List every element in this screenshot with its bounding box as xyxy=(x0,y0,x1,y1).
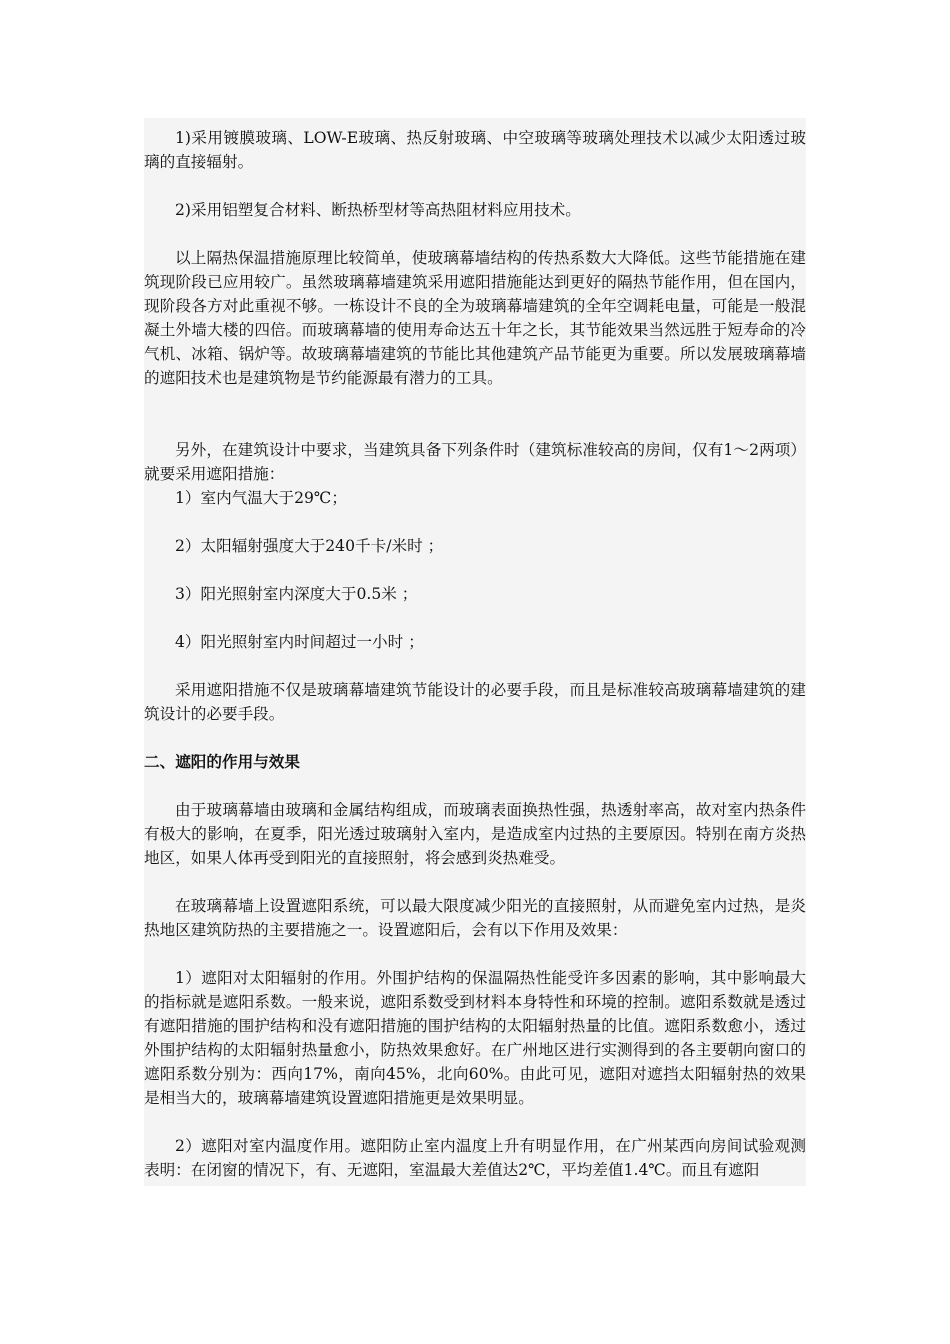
paragraph-solar-radiation-effect: 1）遮阳对太阳辐射的作用。外围护结构的保温隔热性能受许多因素的影响，其中影响最大的指标就是遮阳系数。一般来说，遮阳系数受到材料本身特性和环境的控制。遮阳系数就是透过有遮阳措施的围护结构和没有遮阳措施的围护结构的太阳辐射热量的比值。遮阳系数愈小，透过外围护结构的太阳辐射热量愈小，防热效果愈好。在广州地区进行实测得到的各主要朝向窗口的遮阳系数分别为：西向17%，南向45%，北向60%。由此可见，遮阳对遮挡太阳辐射热的效果是相当大的，玻璃幕墙建筑设置遮阳措施更是效果明显。 xyxy=(144,969,806,1107)
paragraph-shading-necessity: 采用遮阳措施不仅是玻璃幕墙建筑节能设计的必要手段，而且是标准较高玻璃幕墙建筑的建筑设计的必要手段。 xyxy=(144,681,806,723)
paragraph-glass-curtain-heat: 由于玻璃幕墙由玻璃和金属结构组成，而玻璃表面换热性强，热透射率高，故对室内热条件有极大的影响，在夏季，阳光透过玻璃射入室内，是造成室内过热的主要原因。特别在南方炎热地区，如果人体再受到阳光的直接照射，将会感到炎热难受。 xyxy=(144,801,806,867)
document-body xyxy=(144,118,806,1186)
paragraph-shading-requirements: 另外，在建筑设计中要求，当建筑具备下列条件时（建筑标准较高的房间，仅有1～2两项）就要采用遮阳措施： xyxy=(144,441,806,483)
paragraph-thermal-materials: 2)采用铝塑复合材料、断热桥型材等高热阻材料应用技术。 xyxy=(175,201,581,219)
list-item-condition-3: 3）阳光照射室内深度大于0.5米 ； xyxy=(175,585,418,603)
paragraph-shading-system: 在玻璃幕墙上设置遮阳系统，可以最大限度减少阳光的直接照射，从而避免室内过热，是炎热地区建筑防热的主要措施之一。设置遮阳后，会有以下作用及效果： xyxy=(144,897,806,939)
paragraph-energy-saving: 以上隔热保温措施原理比较简单，使玻璃幕墙结构的传热系数大大降低。这些节能措施在建筑现阶段已应用较广。虽然玻璃幕墙建筑采用遮阳措施能达到更好的隔热节能作用，但在国内，现阶段各方对此重视不够。一栋设计不良的全为玻璃幕墙建筑的全年空调耗电量，可能是一般混凝土外墙大楼的四倍。而玻璃幕墙的使用寿命达五十年之长，其节能效果当然远胜于短寿命的冷气机、冰箱、锅炉等。故玻璃幕墙建筑的节能比其他建筑产品节能更为重要。所以发展玻璃幕墙的遮阳技术也是建筑物是节约能源最有潜力的工具。 xyxy=(144,249,806,387)
paragraph-indoor-temperature-effect: 2）遮阳对室内温度作用。遮阳防止室内温度上升有明显作用，在广州某西向房间试验观测表明：在闭窗的情况下，有、无遮阳，室温最大差值达2℃，平均差值1.4℃。而且有遮阳 xyxy=(144,1137,806,1179)
list-item-condition-1: 1）室内气温大于29℃； xyxy=(175,489,347,507)
list-item-condition-4: 4）阳光照射室内时间超过一小时 ； xyxy=(175,633,424,651)
paragraph-glass-treatment: 1)采用镀膜玻璃、LOW-E玻璃、热反射玻璃、中空玻璃等玻璃处理技术以减少太阳透过玻璃的直接辐射。 xyxy=(144,129,806,171)
list-item-condition-2: 2）太阳辐射强度大于240千卡/米时 ； xyxy=(175,537,444,555)
section-heading: 二、遮阳的作用与效果 xyxy=(144,753,300,771)
